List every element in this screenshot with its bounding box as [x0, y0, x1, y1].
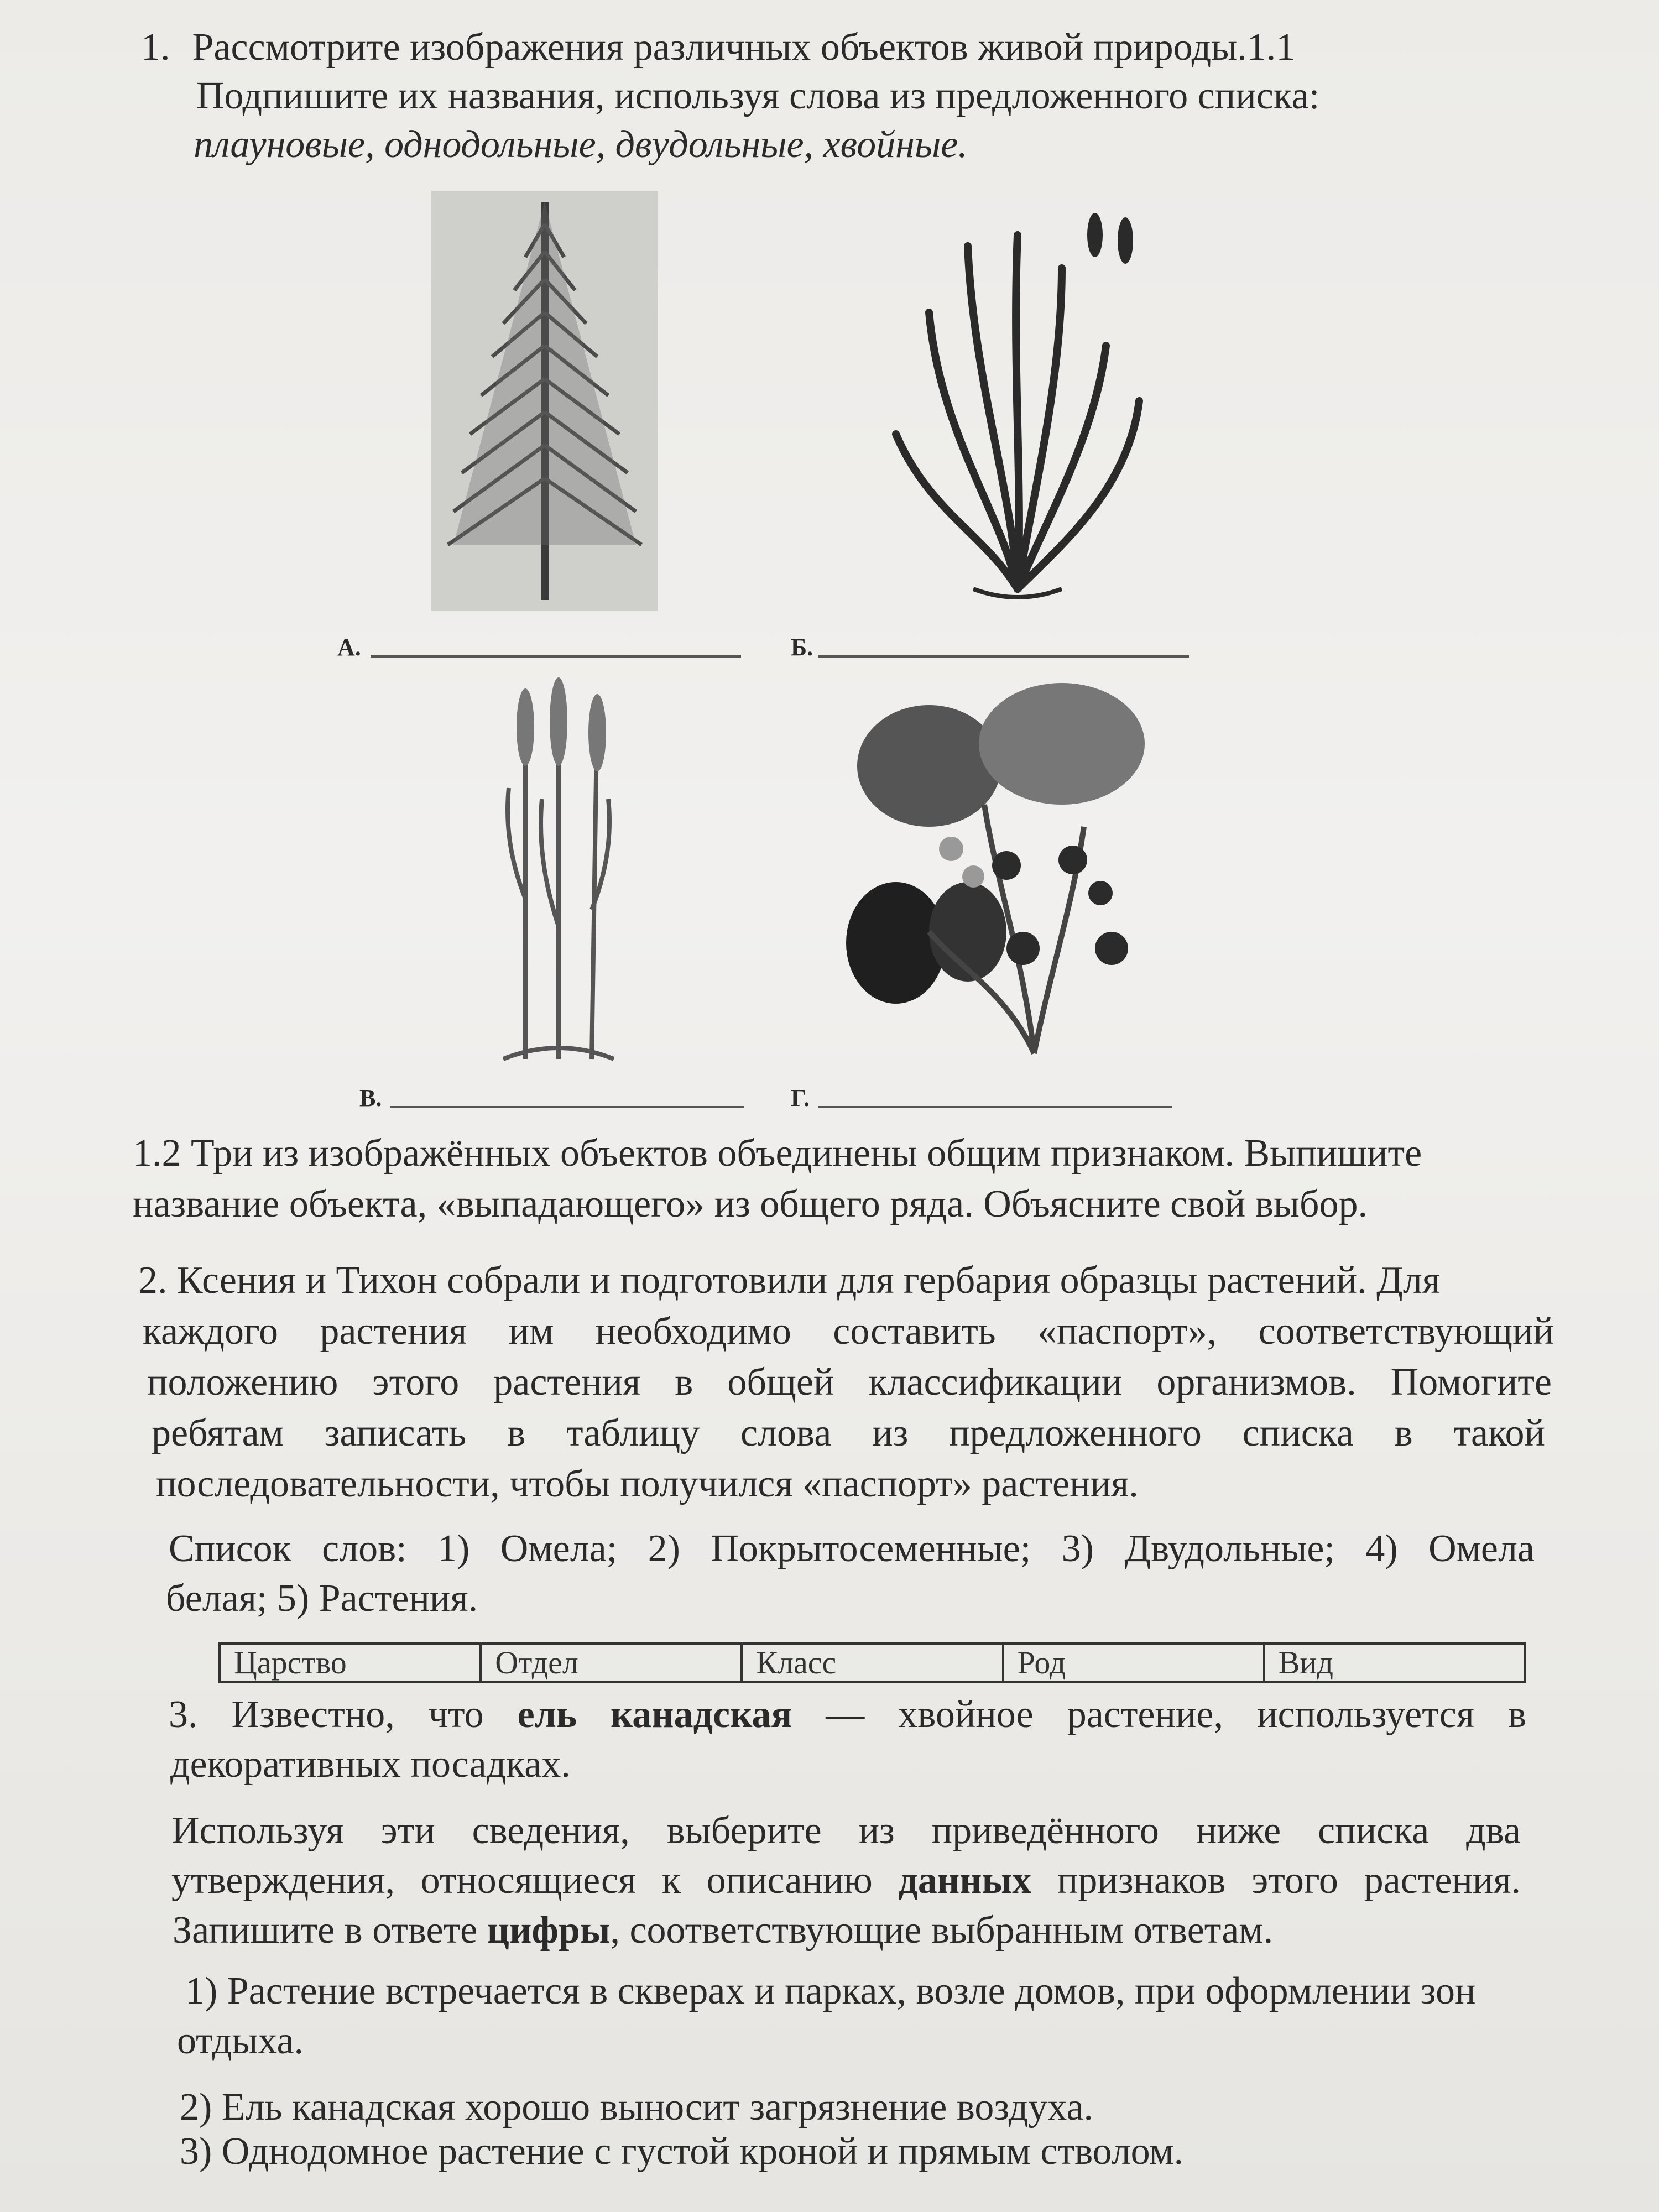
task3-p-line3-start: Запишите в ответе	[173, 1909, 478, 1952]
task2-word-list-line2: белая; 5) Растения.	[166, 1577, 478, 1620]
strawberry-image	[841, 683, 1172, 1059]
table-header-division[interactable]: Отдел	[481, 1644, 742, 1682]
table-header-class[interactable]: Класс	[742, 1644, 1003, 1682]
table-row	[220, 1644, 1525, 1682]
plant-passport-table	[218, 1642, 1526, 1683]
club-moss-image	[874, 202, 1161, 606]
answer-line-a[interactable]	[371, 655, 741, 658]
task3-line1	[169, 1689, 1526, 1740]
task1-line1	[141, 22, 1579, 73]
task3-p-line2-end: признаков этого растения.	[1057, 1859, 1521, 1902]
table-header-species[interactable]: Вид	[1264, 1644, 1525, 1682]
task3-paragraph-line3	[173, 1905, 1522, 1956]
task2-word-list-line1: Список слов: 1) Омела; 2) Покрытосеменные; 3) Двудольные; 4) Омела	[169, 1527, 1535, 1570]
task3-p-line3-end: , соответствующие выбранным ответам.	[610, 1909, 1274, 1952]
task3-option-1-line1: 1) Растение встречается в скверах и парках, возле домов, при оформлении зон	[185, 1970, 1476, 2012]
task1-word-list	[194, 119, 1631, 170]
task3-line2: декоративных посадках.	[170, 1743, 571, 1786]
task3-plant-name: ель канадская	[517, 1693, 792, 1736]
task1-2-line1: 1.2 Три из изображённых объектов объединены общим признаком. Выпишите	[133, 1132, 1422, 1175]
task1-word-list-text: плауновые, однодольные, двудольные, хвойные	[194, 123, 958, 166]
task2-line3: положению этого растения в общей классификации организмов. Помогите	[147, 1361, 1552, 1404]
table-header-genus[interactable]: Род	[1003, 1644, 1264, 1682]
task1-number: 1.	[141, 26, 170, 69]
grass-image	[492, 677, 625, 1065]
answer-line-g[interactable]	[818, 1106, 1172, 1108]
label-b: Б.	[791, 634, 813, 661]
task3-option-2: 2) Ель канадская хорошо выносит загрязнение воздуха.	[180, 2086, 1094, 2128]
answer-line-b[interactable]	[818, 655, 1189, 658]
task2-line4: ребятам записать в таблицу слова из предложенного списка в такой	[152, 1412, 1545, 1454]
task3-paragraph-line2	[171, 1855, 1521, 1906]
conifer-tree-image	[431, 191, 658, 611]
task1-line1-text: Рассмотрите изображения различных объектов живой природы.1.1	[192, 26, 1296, 69]
task3-option-3: 3) Однодомное растение с густой кроной и прямым стволом.	[180, 2130, 1184, 2173]
task2-line2: каждого растения им необходимо составить «паспорт», соответствующий	[143, 1310, 1554, 1353]
task1-line2: Подпишите их названия, используя слова из предложенного списка:	[196, 75, 1320, 117]
task1-word-list-end: .	[958, 123, 968, 166]
label-g: Г.	[791, 1084, 810, 1112]
task3-line1-end: — хвойное растение, используется в	[826, 1693, 1527, 1736]
task3-p-line2-start: утверждения, относящиеся к описанию	[171, 1859, 873, 1902]
task3-line1-start: 3. Известно, что	[169, 1693, 484, 1736]
task2-line5: последовательности, чтобы получился «паспорт» растения.	[156, 1463, 1139, 1505]
task1-2-line2: название объекта, «выпадающего» из общего ряда. Объясните свой выбор.	[133, 1183, 1368, 1225]
task2-line1: 2. Ксения и Тихон собрали и подготовили для гербария образцы растений. Для	[138, 1259, 1441, 1302]
answer-line-v[interactable]	[390, 1106, 744, 1108]
task3-option-1-line2: отдыха.	[177, 2020, 304, 2062]
task3-paragraph-line1: Используя эти сведения, выберите из приведённого ниже списка два	[171, 1809, 1521, 1852]
table-header-kingdom[interactable]: Царство	[220, 1644, 481, 1682]
label-v: В.	[359, 1084, 382, 1112]
task3-p-line2-bold: данных	[898, 1859, 1032, 1902]
task3-p-line3-bold: цифры	[487, 1909, 611, 1952]
label-a: А.	[337, 634, 361, 661]
